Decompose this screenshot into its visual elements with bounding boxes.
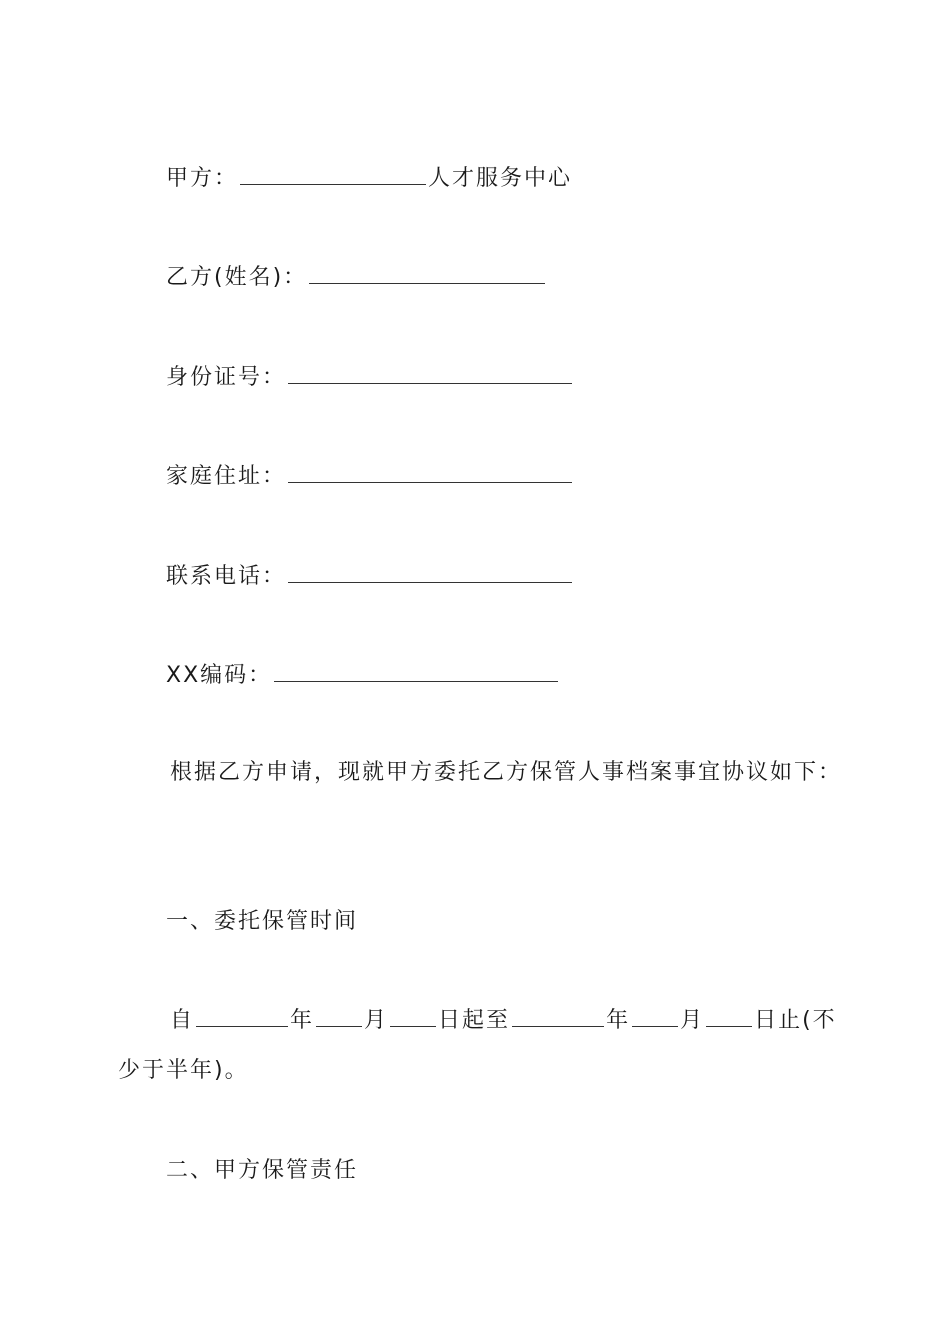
end-year-blank[interactable]	[512, 1004, 604, 1027]
id-number-line	[166, 361, 574, 393]
intro-text: 根据乙方申请，现就甲方委托乙方保管人事档案事宜协议如下：	[170, 760, 843, 785]
section-2-heading-text: 二、甲方保管责任	[166, 1158, 359, 1183]
party-b-label: 乙方(姓名)：	[166, 265, 308, 290]
phone-blank[interactable]	[288, 560, 572, 583]
party-a-suffix: 人才服务中心	[428, 166, 573, 191]
code-blank[interactable]	[274, 659, 558, 682]
code-label: XX编码：	[166, 663, 273, 688]
home-address-line	[166, 460, 574, 492]
phone-line	[166, 560, 574, 592]
party-b-name-blank[interactable]	[309, 261, 545, 284]
end-month-blank[interactable]	[632, 1004, 678, 1027]
party-a-blank[interactable]	[240, 162, 426, 185]
party-a-line	[166, 162, 572, 194]
id-number-blank[interactable]	[288, 361, 572, 384]
home-address-label: 家庭住址：	[166, 464, 287, 489]
year-text-1: 年	[290, 1008, 315, 1033]
start-day-blank[interactable]	[390, 1004, 436, 1027]
intro-paragraph	[170, 758, 842, 788]
party-b-line	[166, 261, 547, 293]
code-line	[166, 659, 560, 691]
id-number-label: 身份证号：	[166, 365, 287, 390]
start-month-blank[interactable]	[316, 1004, 362, 1027]
party-a-label: 甲方：	[166, 166, 239, 191]
month-text-1: 月	[364, 1008, 389, 1033]
day-text-2: 日止(不少于半年)。	[118, 1008, 837, 1083]
section-2-heading	[166, 1156, 358, 1186]
month-text-2: 月	[680, 1008, 705, 1033]
home-address-blank[interactable]	[288, 460, 572, 483]
from-text: 自	[170, 1008, 195, 1033]
start-year-blank[interactable]	[196, 1004, 288, 1027]
end-day-blank[interactable]	[706, 1004, 752, 1027]
year-text-2: 年	[606, 1008, 631, 1033]
day-text-1: 日起至	[438, 1008, 511, 1033]
section-1-paragraph	[118, 996, 838, 1096]
section-1-heading-text: 一、委托保管时间	[166, 909, 359, 934]
phone-label: 联系电话：	[166, 564, 287, 589]
section-1-heading	[166, 907, 358, 937]
